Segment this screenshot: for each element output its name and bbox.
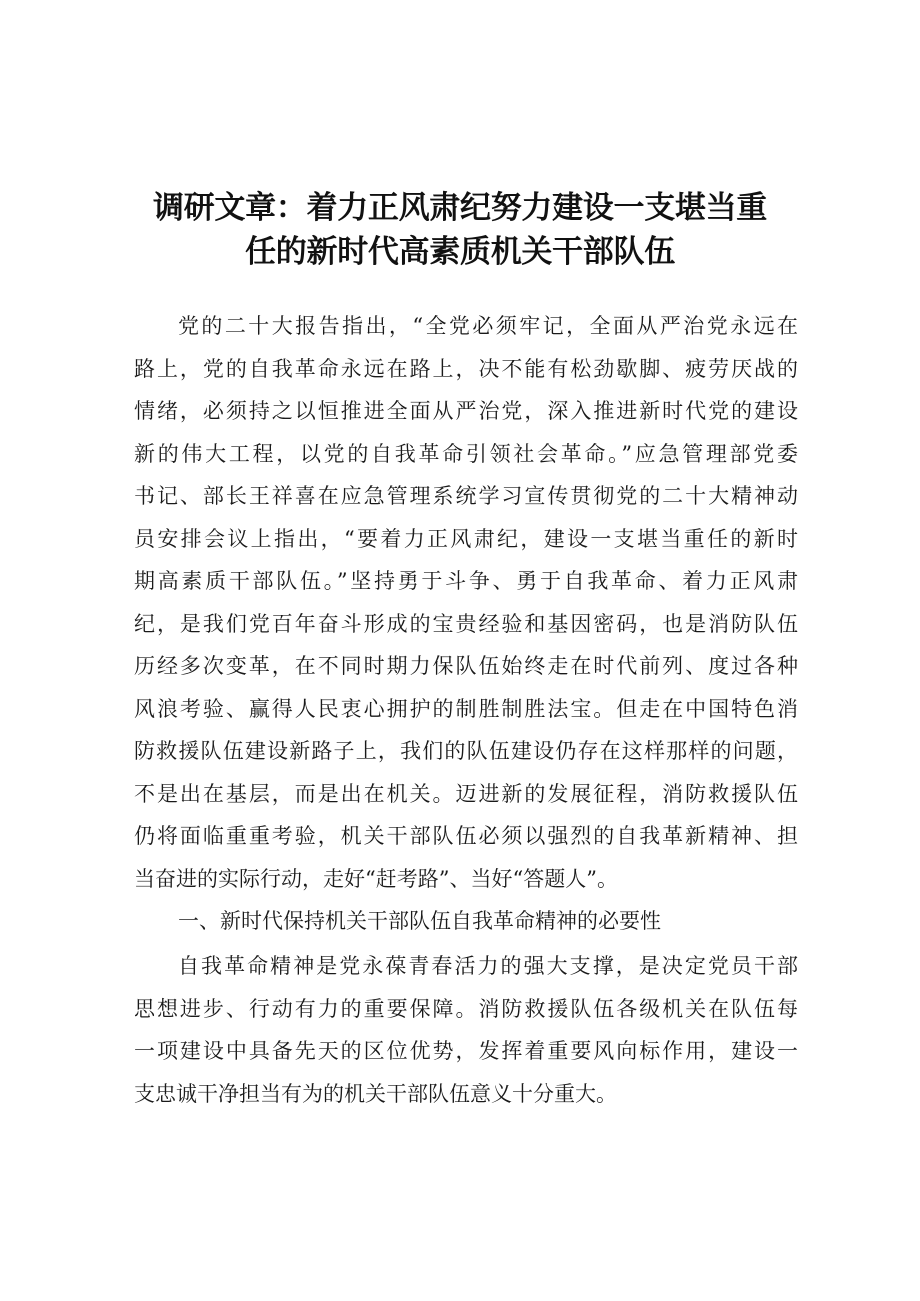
paragraph-line: 员安排会议上指出，“要着力正风肃纪，建设一支堪当重任的新时 bbox=[134, 526, 798, 551]
paragraph-line: 纪，是我们党百年奋斗形成的宝贵经验和基因密码，也是消防队伍 bbox=[134, 611, 798, 636]
paragraph-line: 历经多次变革，在不同时期力保队伍始终走在时代前列、度过各种 bbox=[134, 654, 798, 678]
paragraph-line: 支忠诚干净担当有为的机关干部队伍意义十分重大。 bbox=[134, 1081, 617, 1106]
paragraph-line: 自我革命精神是党永葆青春活力的强大支撑，是决定党员干部 bbox=[178, 954, 798, 978]
paragraph-line: 不是出在基层，而是出在机关。迈进新的发展征程，消防救援队伍 bbox=[134, 781, 798, 806]
paragraph-line: 新的伟大工程，以党的自我革命引领社会革命。”应急管理部党委 bbox=[134, 441, 798, 466]
paragraph-line: 情绪，必须持之以恒推进全面从严治党，深入推进新时代党的建设 bbox=[134, 399, 798, 423]
paragraph-line: 路上，党的自我革命永远在路上，决不能有松劲歇脚、疲劳厌战的 bbox=[134, 356, 798, 381]
paragraph-section-1 bbox=[134, 945, 798, 1115]
document-title-line-1: 调研文章：着力正风肃纪努力建设一支堪当重 bbox=[153, 190, 767, 226]
paragraph-line: 思想进步、行动有力的重要保障。消防救援队伍各级机关在队伍每 bbox=[134, 996, 798, 1021]
paragraph-line: 当奋进的实际行动，走好“赶考路”、当好“答题人”。 bbox=[134, 866, 618, 891]
paragraph-line: 期高素质干部队伍。”坚持勇于斗争、勇于自我革命、着力正风肃 bbox=[134, 569, 798, 593]
paragraph-line: 仍将面临重重考验，机关干部队伍必须以强烈的自我革新精神、担 bbox=[134, 824, 798, 848]
paragraph-intro bbox=[134, 305, 798, 900]
document-title-line-2: 任的新时代高素质机关干部队伍 bbox=[245, 234, 675, 270]
paragraph-line: 书记、部长王祥喜在应急管理系统学习宣传贯彻党的二十大精神动 bbox=[134, 484, 798, 508]
paragraph-line: 党的二十大报告指出，“全党必须牢记，全面从严治党永远在 bbox=[178, 314, 798, 338]
paragraph-line: 一项建设中具备先天的区位优势，发挥着重要风向标作用，建设一 bbox=[134, 1039, 798, 1063]
paragraph-line: 风浪考验、赢得人民衷心拥护的制胜制胜法宝。但走在中国特色消 bbox=[134, 696, 798, 721]
section-heading: 一、新时代保持机关干部队伍自我革命精神的必要性 bbox=[178, 909, 661, 933]
paragraph-line: 防救援队伍建设新路子上，我们的队伍建设仍存在这样那样的问题， bbox=[134, 739, 798, 763]
